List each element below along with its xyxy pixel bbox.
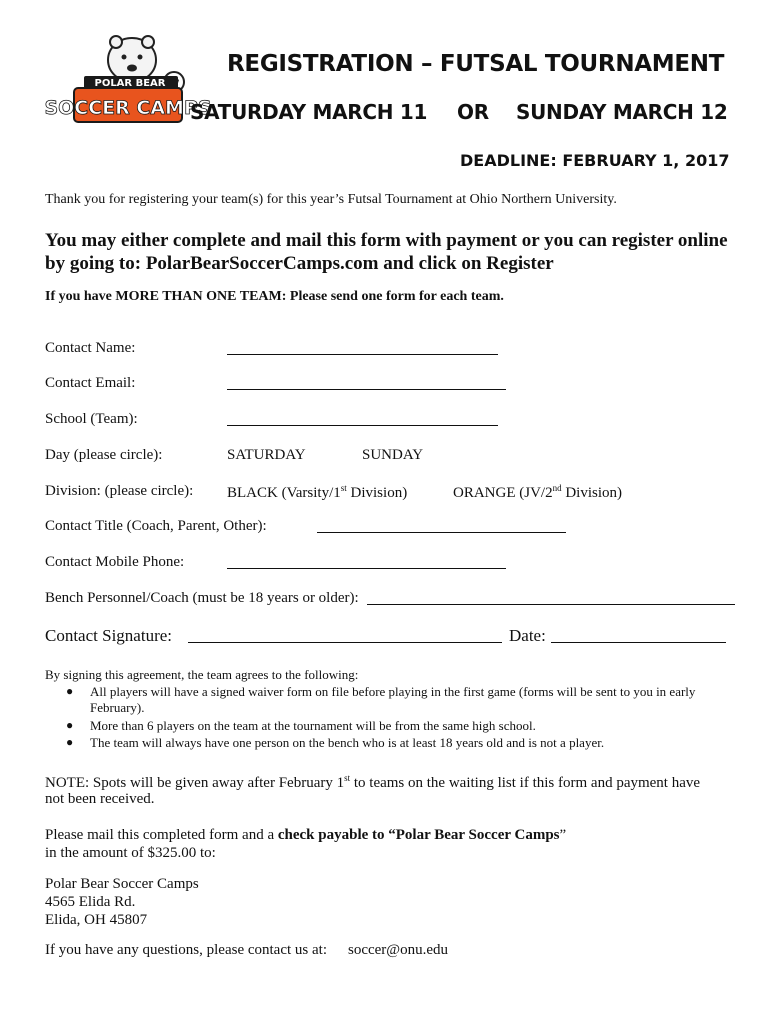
mail-line1 — [45, 827, 566, 844]
contact-email-label: Contact Email: — [45, 375, 136, 391]
register-note-line1: You may either complete and mail this form with payment or you can register online — [45, 230, 728, 251]
division-orange-sup: nd — [552, 483, 562, 493]
day-label: Day (please circle): — [45, 447, 163, 463]
polar-bear-logo — [44, 32, 212, 132]
date-option-sunday: SUNDAY MARCH 12 — [516, 100, 728, 124]
address-line2: 4565 Elida Rd. — [45, 894, 136, 910]
division-label: Division: (please circle): — [45, 483, 194, 499]
note-text-b: to teams on the waiting list if this form and payment have — [350, 775, 701, 791]
deadline-text: DEADLINE: FEBRUARY 1, 2017 — [460, 151, 730, 170]
division-option-orange[interactable] — [453, 483, 622, 502]
division-black-suffix: Division) — [346, 485, 408, 501]
polar-bear-icon — [44, 32, 212, 132]
bench-label: Bench Personnel/Coach (must be 18 years or older): — [45, 590, 359, 606]
address-line3: Elida, OH 45807 — [45, 912, 148, 928]
note-sup: st — [344, 773, 351, 783]
day-option-saturday[interactable]: SATURDAY — [227, 447, 306, 463]
school-team-label: School (Team): — [45, 411, 138, 427]
agreement-item-3: The team will always have one person on the bench who is at least 18 years old and is not a player. — [90, 735, 605, 750]
contact-name-field[interactable] — [227, 353, 498, 355]
mail-text-a: Please mail this completed form and a — [45, 827, 278, 843]
contact-text: If you have any questions, please contact us at: — [45, 942, 327, 958]
page-title: REGISTRATION – FUTSAL TOURNAMENT — [227, 51, 725, 77]
contact-title-label: Contact Title (Coach, Parent, Other): — [45, 518, 267, 534]
division-orange-suffix: Division) — [561, 485, 623, 501]
mobile-phone-label: Contact Mobile Phone: — [45, 554, 185, 570]
contact-name-label: Contact Name: — [45, 340, 136, 356]
contact-email-link[interactable]: soccer@onu.edu — [348, 942, 449, 958]
date-option-saturday: SATURDAY MARCH 11 — [190, 100, 428, 124]
note-line2: not been received. — [45, 791, 155, 807]
mobile-phone-field[interactable] — [227, 567, 506, 569]
agreement-item-1-line1: All players will have a signed waiver form on file before playing in the first game (forms will be sent to you in early — [90, 684, 696, 699]
division-black-sup: st — [340, 483, 347, 493]
agreement-item-1-line2: February). — [90, 700, 145, 715]
date-field[interactable] — [551, 641, 726, 643]
or-text: OR — [457, 100, 489, 124]
agreement-item-2: More than 6 players on the team at the tournament will be from the same high school. — [90, 718, 536, 733]
contact-title-field[interactable] — [317, 531, 566, 533]
bullet-icon: ● — [66, 718, 74, 732]
note-line1 — [45, 773, 700, 792]
school-team-field[interactable] — [227, 424, 498, 426]
mail-text-c: ” — [559, 827, 567, 843]
signature-label: Contact Signature: — [45, 626, 173, 645]
logo-top-text: POLAR BEAR — [94, 78, 166, 89]
bench-field[interactable] — [367, 603, 735, 605]
address-line1: Polar Bear Soccer Camps — [45, 876, 199, 892]
day-option-sunday[interactable]: SUNDAY — [362, 447, 424, 463]
multi-team-note: If you have MORE THAN ONE TEAM: Please send one form for each team. — [45, 289, 504, 304]
mail-line2: in the amount of $325.00 to: — [45, 845, 216, 861]
note-text-a: NOTE: Spots will be given away after February 1 — [45, 775, 345, 791]
logo-main-text: SOCCER CAMPS — [44, 97, 212, 119]
agreement-intro: By signing this agreement, the team agrees to the following: — [45, 667, 359, 682]
division-black-text: BLACK (Varsity/1 — [227, 485, 341, 501]
division-orange-text: ORANGE (JV/2 — [453, 485, 553, 501]
contact-email-field[interactable] — [227, 388, 506, 390]
date-label: Date: — [509, 626, 546, 645]
mail-text-bold: check payable to “Polar Bear Soccer Camps — [277, 827, 560, 843]
register-note-line2: by going to: PolarBearSoccerCamps.com and click on Register — [45, 253, 554, 274]
bullet-icon: ● — [66, 735, 74, 749]
intro-text: Thank you for registering your team(s) for this year’s Futsal Tournament at Ohio Northern University. — [45, 192, 617, 207]
bullet-icon: ● — [66, 684, 74, 698]
signature-field[interactable] — [188, 641, 502, 643]
division-option-black[interactable] — [227, 483, 407, 502]
